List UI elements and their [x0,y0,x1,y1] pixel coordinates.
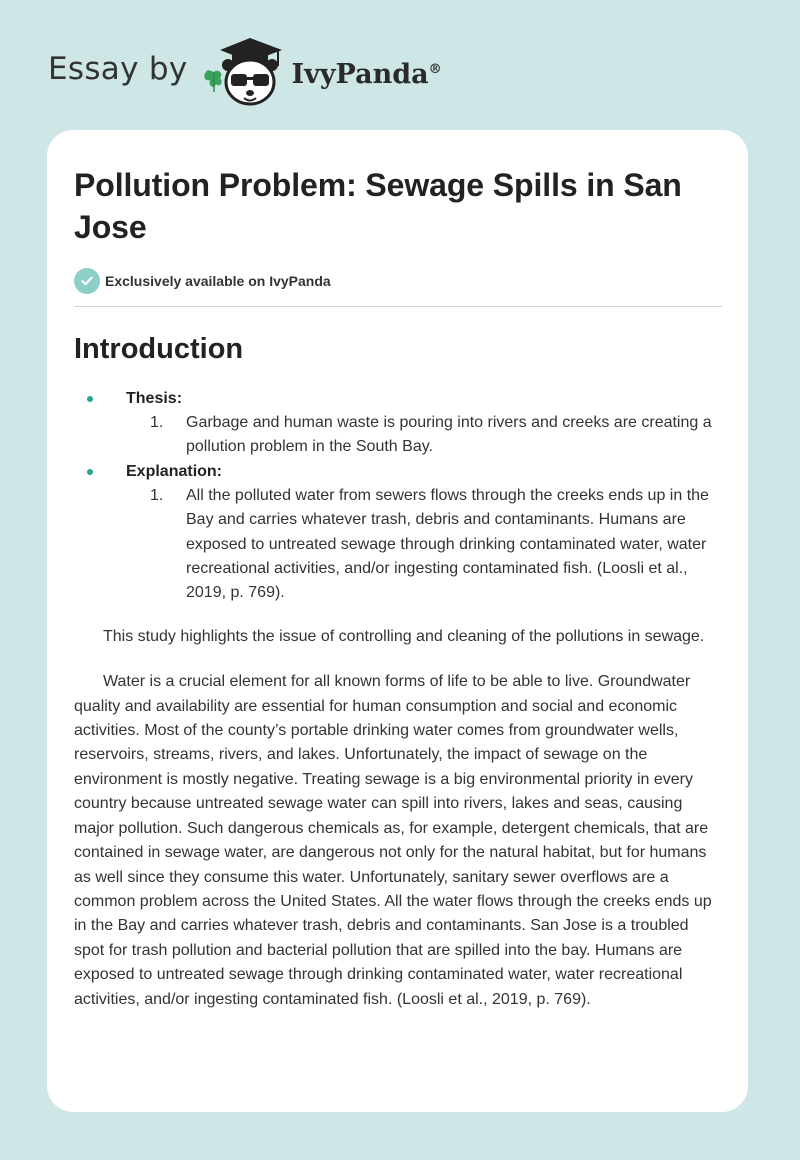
exclusive-label: Exclusively available on IvyPanda [105,273,331,289]
bullet-icon [87,469,93,475]
site-header-logo[interactable] [48,34,442,110]
essay-card [47,130,748,1112]
outline-item-label: Explanation: [126,462,223,480]
divider [74,306,722,307]
list-item-text: Garbage and human waste is pouring into rivers and creeks are creating a pollution problem in the South Bay. [186,414,712,456]
sub-list [126,484,722,606]
bullet-icon [87,396,93,402]
outline-list [74,387,722,606]
section-heading: Introduction [74,333,244,365]
outline-item-explanation [74,460,722,606]
paragraph: This study highlights the issue of controlling and cleaning of the pollutions in sewage. [103,627,705,645]
sub-list-item [126,411,722,460]
list-item-text: All the polluted water from sewers flows through the creeks ends up in the Bay and carries whatever trash, debris and contaminants. Humans are exposed to untreated sewage through drinking contaminated water, water recreational activities, and/or ingesting contaminated fish. (Loosli et al., 2019, p. 769). [186,486,709,602]
page-title: Pollution Problem: Sewage Spills in San Jose [74,167,682,245]
exclusive-badge [74,268,722,294]
paragraph: Water is a crucial element for all known forms of life to be able to live. Groundwater quality and availability are essential for human consumption and social and economic activities. Most of the county’s portable drinking water comes from groundwater wells, reservoirs, streams, rivers, and lakes. Unfortunately, the impact of sewage on the environment is mostly negative. Treating sewage is a big environmental priority in every country because untreated sewage water can spill into rivers, lakes and seas, causing major pollution. Such dangerous chemicals as, for example, detergent chemicals, that are contained in sewage water, are dangerous not only for the natural habitat, but for humans as well since they consume this water. Unfortunately, sanitary sewer overflows are a common problem across the United States. All the water flows through the creeks ends up in the Bay and carries whatever trash, debris and contaminants. San Jose is a troubled spot for trash pollution and bacterial pollution that are spilled into the bay. Humans are exposed to untreated sewage through drinking contaminated water, water recreational activities, and/or ingesting contaminated fish. (Loosli et al., 2019, p. 769). [74,673,712,1008]
check-circle-icon [74,268,100,294]
outline-item-thesis [74,387,722,460]
outline-item-label: Thesis: [126,390,183,407]
brand-name: IvyPanda® [291,58,442,90]
panda-graduate-logo-icon [198,34,290,110]
ivy-leaf-icon [204,70,221,92]
list-number: 1. [150,414,164,431]
sub-list-item [126,484,722,606]
brand-prefix: Essay by [48,51,188,87]
sub-list [126,411,722,460]
list-number: 1. [150,486,164,504]
